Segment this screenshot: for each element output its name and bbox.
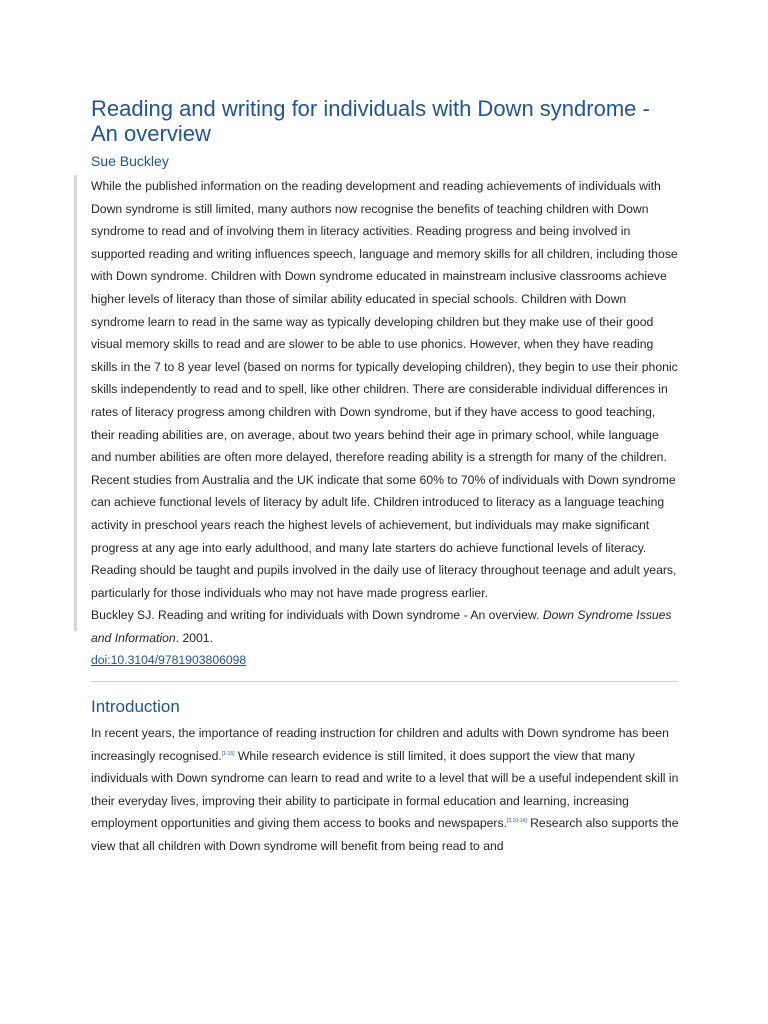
introduction-paragraph: [91, 722, 679, 858]
introduction-heading: Introduction: [91, 697, 180, 717]
abstract-border: [74, 175, 77, 631]
abstract: [91, 175, 679, 672]
citation-year: . 2001.: [175, 630, 213, 645]
intro-text-3: Research also supports the view that all children with Down syndrome will benefit from being read to and: [91, 816, 679, 854]
doi-link[interactable]: doi:10.3104/9781903806098: [91, 653, 247, 668]
intro-text-1: In recent years, the importance of reading instruction for children and adults with Down syndrome has been increasingly recognised.: [91, 726, 669, 763]
abstract-text: While the published information on the reading development and reading achievements of individuals with Down syndrome is still limited, many authors now recognise the benefits of teaching children with Down syndrome to read and of involving them in literacy activities. Reading progress and being involved in supported reading and writing influences speech, language and memory skills for all children, including those with Down syndrome. Children with Down syndrome educated in mainstream inclusive classrooms achieve higher levels of literacy than those of similar ability educated in special schools. Children with Down syndrome learn to read in the same way as typically developing children but they make use of their good visual memory skills to read and are slower to be able to use phonics. However, when they have reading skills in the 7 to 8 year level (based on norms for typically developing children), they begin to use their phonic skills independently to read and to spell, like other children. There are considerable individual differences in rates of literacy progress among children with Down syndrome, but if they have access to good teaching, their reading abilities are, on average, about two years behind their age in primary school, while language and number abilities are often more delayed, therefore reading ability is a strength for many of the children. Recent studies from Australia and the UK indicate that some 60% to 70% of individuals with Down syndrome can achieve functional levels of literacy by adult life. Children introduced to literacy as a language teaching activity in preschool years reach the highest levels of achievement, but individuals may make significant progress at any age into early adulthood, and many late starters do achieve functional levels of literacy. Reading should be taught and pupils involved in the daily use of literacy throughout teenage and adult years, particularly for those individuals who may not have made progress earlier.: [91, 179, 678, 600]
section-divider: [91, 681, 678, 682]
citation-journal: Down Syndrome Issues and Information: [91, 608, 672, 645]
reference-link-2[interactable]: [3,10-14]: [506, 818, 527, 825]
intro-text-2: While research evidence is still limited, it does support the view that many individuals with Down syndrome can learn to read and write to a level that will be a useful independent skill in their everyday lives, improving their ability to participate in formal education and learning, increasing employment opportunities and giving them access to books and newspapers.: [91, 748, 679, 831]
citation: [91, 604, 679, 649]
reference-link-1[interactable]: [1-15]: [221, 750, 235, 757]
article-author[interactable]: Sue Buckley: [91, 153, 169, 169]
article-title: Reading and writing for individuals with Down syndrome - An overview: [91, 96, 650, 146]
article: [91, 96, 679, 858]
citation-text: Buckley SJ. Reading and writing for individuals with Down syndrome - An overview.: [91, 608, 543, 623]
